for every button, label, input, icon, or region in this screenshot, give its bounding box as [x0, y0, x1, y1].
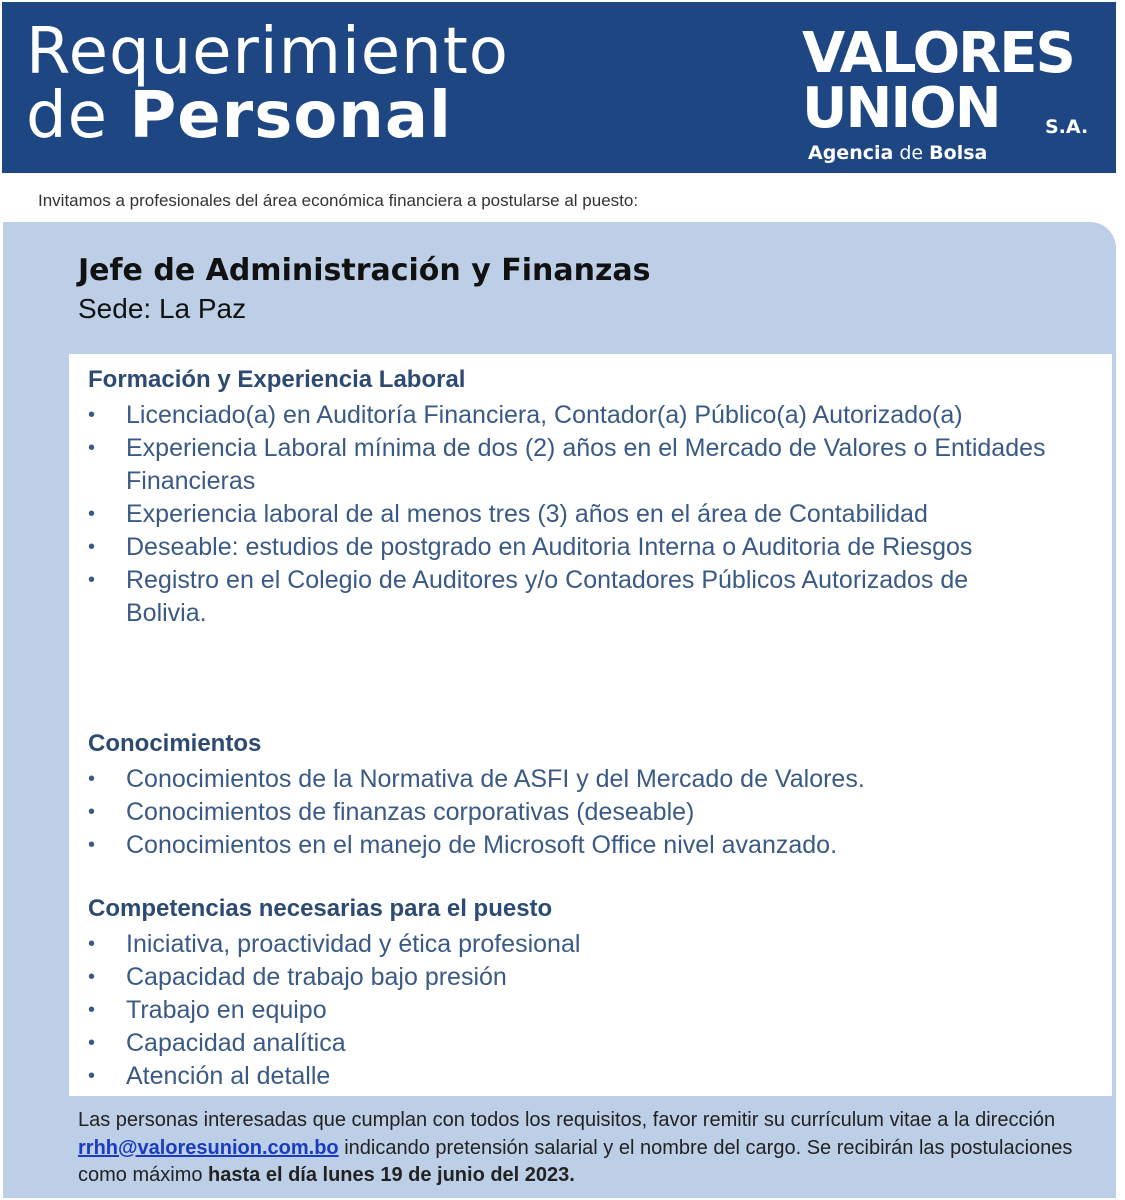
section-formacion	[88, 365, 1048, 630]
logo-line-2: UNION	[802, 76, 1000, 141]
bullet: •	[88, 933, 96, 955]
list-item-text: Conocimientos de finanzas corporativas (deseable)	[126, 798, 695, 826]
list-item-text: Licenciado(a) en Auditoría Financiera, Contador(a) Público(a) Autorizado(a)	[126, 401, 963, 429]
title-line-1: Requerimiento	[26, 15, 509, 89]
list-item-text: Registro en el Colegio de Auditores y/o Contadores Públicos Autorizados de Bolivia.	[126, 566, 969, 627]
bullet: •	[88, 1065, 96, 1087]
header-banner	[2, 2, 1116, 173]
list-item	[88, 498, 1048, 531]
application-instructions	[78, 1107, 1088, 1190]
page-title	[26, 15, 509, 153]
bullet: •	[88, 536, 96, 558]
title-line-2-prefix: de	[26, 79, 130, 153]
list-item-text: Trabajo en equipo	[126, 996, 327, 1024]
email-link[interactable]: rrhh@valoresunion.com.bo	[78, 1136, 339, 1159]
bullet: •	[88, 1032, 96, 1054]
list-item-text: Conocimientos de la Normativa de ASFI y del Mercado de Valores.	[126, 765, 865, 793]
requirements-list	[88, 399, 1048, 630]
bullet: •	[88, 834, 96, 856]
title-line-2-bold: Personal	[129, 79, 452, 153]
list-item	[88, 994, 1048, 1027]
list-item	[88, 763, 1048, 796]
list-item-text: Experiencia laboral de al menos tres (3) años en el área de Contabilidad	[126, 500, 928, 528]
list-item	[88, 961, 1048, 994]
requirements-list	[88, 928, 1048, 1093]
logo-suffix: S.A.	[1045, 116, 1089, 138]
list-item-text: Atención al detalle	[126, 1062, 331, 1090]
bullet: •	[88, 768, 96, 790]
list-item	[88, 796, 1048, 829]
bullet: •	[88, 503, 96, 525]
bullet: •	[88, 966, 96, 988]
bullet: •	[88, 999, 96, 1021]
logo-agency-part1: Agencia	[808, 142, 894, 164]
list-item	[88, 432, 1048, 498]
job-title: Jefe de Administración y Finanzas	[78, 253, 651, 288]
list-item-text: Capacidad de trabajo bajo presión	[126, 963, 507, 991]
section-heading: Formación y Experiencia Laboral	[88, 366, 466, 393]
list-item-text: Conocimientos en el manejo de Microsoft Office nivel avanzado.	[126, 831, 838, 859]
list-item	[88, 1060, 1048, 1093]
title-line-2	[26, 79, 509, 153]
logo-agency-part3: Bolsa	[929, 142, 988, 164]
list-item	[88, 1027, 1048, 1060]
company-logo	[802, 21, 1102, 166]
footer-text-middle: indicando pretensión salarial y el nombre del cargo. Se recibirán las postulaciones como máximo	[78, 1136, 1073, 1186]
list-item	[88, 531, 1048, 564]
requirements-list	[88, 763, 1048, 862]
list-item	[88, 829, 1048, 862]
bullet: •	[88, 569, 96, 591]
bullet: •	[88, 801, 96, 823]
list-item-text: Capacidad analítica	[126, 1029, 346, 1057]
list-item-text: Experiencia Laboral mínima de dos (2) años en el Mercado de Valores o Entidades Financieras	[126, 434, 1046, 495]
section-competencias	[88, 894, 1048, 1093]
section-conocimientos	[88, 729, 1048, 862]
footer-text-before: Las personas interesadas que cumplan con todos los requisitos, favor remitir su currículum vitae a la dirección	[78, 1109, 1056, 1131]
list-item-text: Deseable: estudios de postgrado en Auditoria Interna o Auditoria de Riesgos	[126, 533, 973, 561]
intro-text: Invitamos a profesionales del área económica financiera a postularse al puesto:	[38, 191, 639, 210]
list-item-text: Iniciativa, proactividad y ética profesional	[126, 930, 581, 958]
logo-line-1: VALORES	[802, 21, 1074, 86]
job-location: Sede: La Paz	[78, 293, 247, 324]
logo-agency-part2: de	[899, 142, 924, 164]
bullet: •	[88, 404, 96, 426]
list-item	[88, 928, 1048, 961]
deadline-text: hasta el día lunes 19 de junio del 2023.	[208, 1164, 575, 1186]
section-heading: Competencias necesarias para el puesto	[88, 895, 553, 922]
logo-agency	[808, 142, 987, 164]
list-item	[88, 564, 1048, 630]
section-heading: Conocimientos	[88, 730, 262, 757]
bullet: •	[88, 437, 96, 459]
list-item	[88, 399, 1048, 432]
